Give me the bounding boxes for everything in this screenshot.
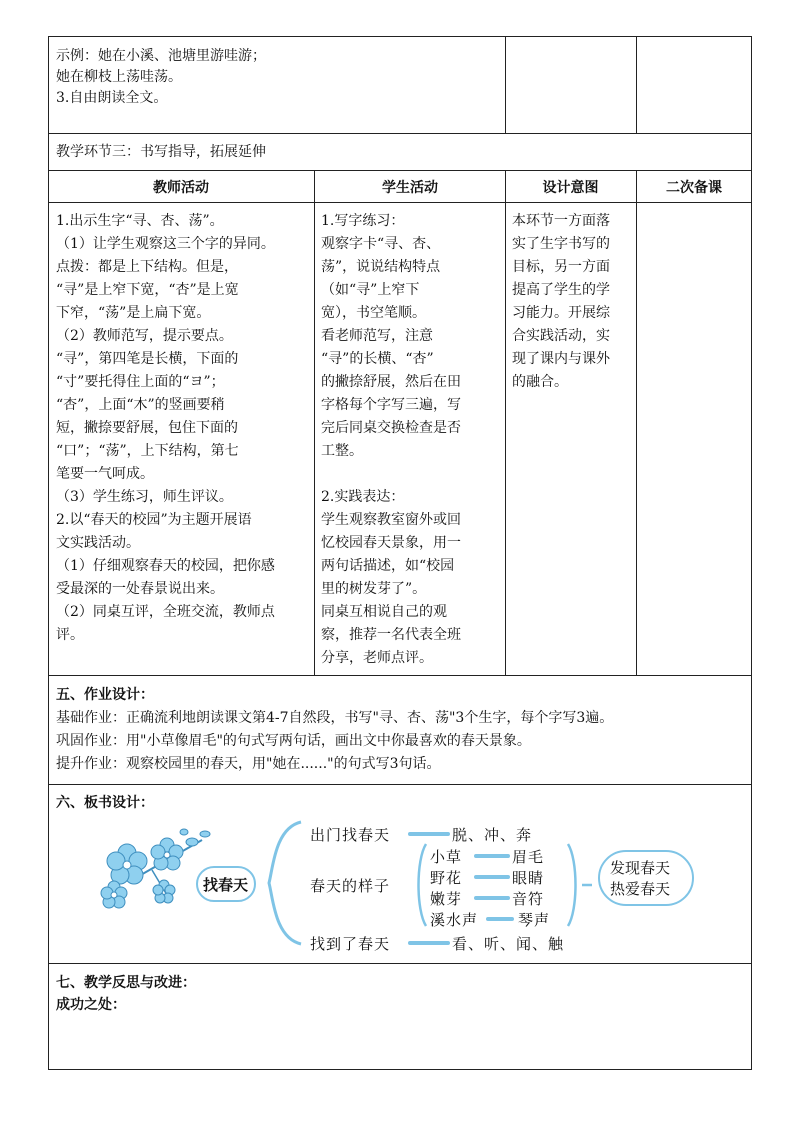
homework-consolidate: 巩固作业：用"小草像眉毛"的句式写两句话，画出文中你最喜欢的春天景象。	[56, 733, 531, 749]
pair-left: 嫩芽	[430, 890, 463, 908]
pair-left: 溪水声	[430, 911, 479, 929]
board-row2-left: 春天的样子	[310, 877, 391, 895]
teacher-line: 受最深的一处春景说出来。	[56, 581, 224, 597]
intent-line: 本环节一方面落	[512, 213, 610, 229]
pair-bar	[486, 917, 514, 921]
board-row3-right: 看、听、闻、触	[452, 935, 565, 953]
student-line: 字格每个字写三遍，写	[321, 397, 461, 413]
reflection-text	[56, 972, 196, 1016]
pair-right: 音符	[512, 890, 545, 908]
board-row1-right: 脱、冲、奔	[452, 826, 533, 844]
top-line-2: 她在柳枝上荡哇荡。	[56, 69, 182, 85]
intent-line: 现了课内与课外	[512, 351, 610, 367]
board-row1-bar	[408, 832, 450, 836]
student-line: 完后同桌交换检查是否	[321, 420, 461, 436]
student-line	[321, 463, 501, 486]
col-second: 二次备课	[666, 180, 722, 196]
homework-title: 五、作业设计：	[56, 687, 154, 703]
board-title: 六、板书设计：	[56, 795, 154, 811]
homework-text	[56, 684, 613, 776]
student-line: 2.实践表达：	[321, 489, 405, 505]
student-line: 看老师范写，注意	[321, 328, 433, 344]
student-line: 两句话描述，如“校园	[321, 558, 455, 574]
pair-bar	[474, 854, 510, 858]
board-left-brace	[265, 818, 305, 948]
pair-left: 野花	[430, 869, 463, 887]
teacher-line: 短，撇捺要舒展，包住下面的	[56, 420, 238, 436]
section3-title: 教学环节三：书写指导，拓展延伸	[56, 144, 266, 160]
pair-right: 琴声	[518, 911, 551, 929]
student-line: 工整。	[321, 443, 363, 459]
student-line: 宽），书空笔顺。	[321, 305, 426, 321]
col-teacher: 教师活动	[153, 180, 209, 196]
teacher-line: （1）仔细观察春天的校园，把你感	[56, 558, 275, 574]
teacher-line: （3）学生练习，师生评议。	[56, 489, 233, 505]
cloud-line-1: 发现春天	[610, 859, 671, 877]
pair-bar	[474, 896, 510, 900]
pair-right: 眼睛	[512, 869, 545, 887]
intent-line: 的融合。	[512, 374, 568, 390]
teacher-line: （2）同桌互评，全班交流，教师点	[56, 604, 275, 620]
board-row3-left: 找到了春天	[310, 935, 391, 953]
design-intent	[512, 210, 632, 394]
student-line: 学生观察教室窗外或回	[321, 512, 461, 528]
intent-line: 合实践活动，实	[512, 328, 610, 344]
board-row3-bar	[408, 941, 450, 945]
teacher-line: “寸”要托得住上面的“ヨ”；	[56, 374, 225, 390]
student-line: 分享，老师点评。	[321, 650, 433, 666]
intent-line: 实了生字书写的	[512, 236, 610, 252]
teacher-activity	[56, 210, 308, 647]
homework-basic: 基础作业：正确流利地朗读课文第4-7自然段，书写"寻、杏、荡"3个生字，每个字写3遍。	[56, 710, 614, 726]
student-line: 1.写字练习：	[321, 213, 405, 229]
student-line: （如“寻”上窄下	[321, 282, 420, 298]
intent-line: 目标，另一方面	[512, 259, 610, 275]
intent-line: 习能力。开展综	[512, 305, 610, 321]
teacher-line: “寻”是上窄下宽，“杏”是上宽	[56, 282, 239, 298]
student-line: 里的树发芽了”。	[321, 581, 427, 597]
teacher-line: “寻”，第四笔是长横，下面的	[56, 351, 239, 367]
cloud-line-2: 热爱春天	[610, 880, 671, 898]
teacher-line: 文实践活动。	[56, 535, 140, 551]
teacher-line: 2.以“春天的校园”为主题开展语	[56, 512, 252, 528]
pair-left: 小草	[430, 848, 463, 866]
teacher-line: “口”；“荡”，上下结构，第七	[56, 443, 239, 459]
student-activity	[321, 210, 501, 670]
col-intent: 设计意图	[542, 180, 599, 196]
reflection-success: 成功之处：	[56, 997, 126, 1013]
top-line-1: 示例：她在小溪、池塘里游哇游；	[56, 48, 266, 64]
teacher-line: 点拨：都是上下结构。但是，	[56, 259, 238, 275]
student-line: 同桌互相说自己的观	[321, 604, 447, 620]
student-line: 的撇捺舒展，然后在田	[321, 374, 461, 390]
top-line-3: 3.自由朗读全文。	[56, 90, 168, 106]
intent-line: 提高了学生的学	[512, 282, 610, 298]
teacher-line: 笔要一气呵成。	[56, 466, 154, 482]
board-row1-left: 出门找春天	[310, 826, 391, 844]
teacher-line: 评。	[56, 627, 84, 643]
student-line: “寻”的长横、“杏”	[321, 351, 434, 367]
pair-right: 眉毛	[512, 848, 545, 866]
student-line: 观察字卡“寻、杏、	[321, 236, 441, 252]
pair-bar	[474, 875, 510, 879]
col-student: 学生活动	[382, 180, 438, 196]
student-line: 忆校园春天景象，用一	[321, 535, 461, 551]
teacher-line: 1.出示生字“寻、杏、荡”。	[56, 213, 224, 229]
student-line: 察，推荐一名代表全班	[321, 627, 461, 643]
teacher-line: （2）教师范写，提示要点。	[56, 328, 233, 344]
teacher-line: （1）让学生观察这三个字的异同。	[56, 236, 275, 252]
top-row-text	[56, 46, 266, 109]
homework-advanced: 提升作业：观察校园里的春天，用"她在......"的句式写3句话。	[56, 756, 441, 772]
teacher-line: 下窄，“荡”是上扁下宽。	[56, 305, 211, 321]
flower-illustration	[92, 820, 222, 915]
teacher-line: “杏”，上面“木”的竖画要稍	[56, 397, 225, 413]
board-center-text: 找春天	[203, 876, 249, 894]
reflection-title: 七、教学反思与改进：	[56, 975, 196, 991]
student-line: 荡”，说说结构特点	[321, 259, 441, 275]
